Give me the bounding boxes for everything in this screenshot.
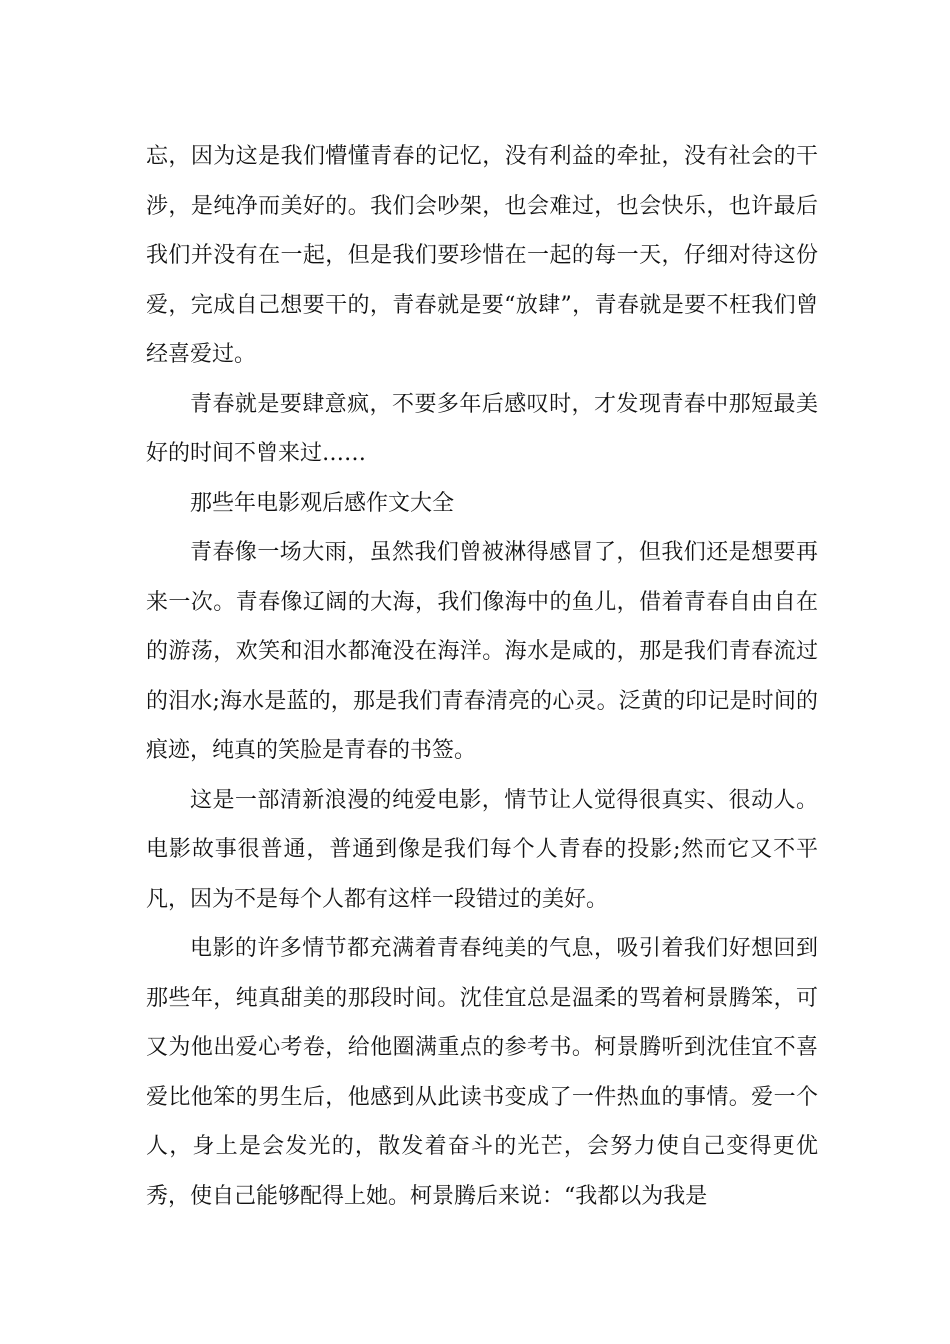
paragraph-2: 青春就是要肆意疯，不要多年后感叹时，才发现青春中那短最美好的时间不曾来过…… <box>146 391 818 466</box>
paragraph-1: 忘，因为这是我们懵懂青春的记忆，没有利益的牵扯，没有社会的干涉，是纯净而美好的。我们会吵架，也会难过，也会快乐，也许最后我们并没有在一起，但是我们要珍惜在一起的每一天，仔细对待这份爱，完成自己想要干的，青春就是要“放肆”，青春就是要不枉我们曾经喜爱过。 <box>146 144 818 367</box>
paragraph-3: 青春像一场大雨，虽然我们曾被淋得感冒了，但我们还是想要再来一次。青春像辽阔的大海，我们像海中的鱼儿，借着青春自由自在的游荡，欢笑和泪水都淹没在海洋。海水是咸的，那是我们青春流过的泪水;海水是蓝的，那是我们青春清亮的心灵。泛黄的印记是时间的痕迹，纯真的笑脸是青春的书签。 <box>146 540 818 763</box>
section-heading: 那些年电影观后感作文大全 <box>190 490 455 516</box>
paragraph-5: 电影的许多情节都充满着青春纯美的气息，吸引着我们好想回到那些年，纯真甜美的那段时间。沈佳宜总是温柔的骂着柯景腾笨，可又为他出爱心考卷，给他圈满重点的参考书。柯景腾听到沈佳宜不喜爱比他笨的男生后，他感到从此读书变成了一件热血的事情。爱一个人，身上是会发光的，散发着奋斗的光芒，会努力使自己变得更优秀，使自己能够配得上她。柯景腾后来说：“我都以为我是 <box>146 936 818 1209</box>
document-body <box>146 132 818 1221</box>
paragraph-4: 这是一部清新浪漫的纯爱电影，情节让人觉得很真实、很动人。电影故事很普通，普通到像是我们每个人青春的投影;然而它又不平凡，因为不是每个人都有这样一段错过的美好。 <box>146 787 818 912</box>
